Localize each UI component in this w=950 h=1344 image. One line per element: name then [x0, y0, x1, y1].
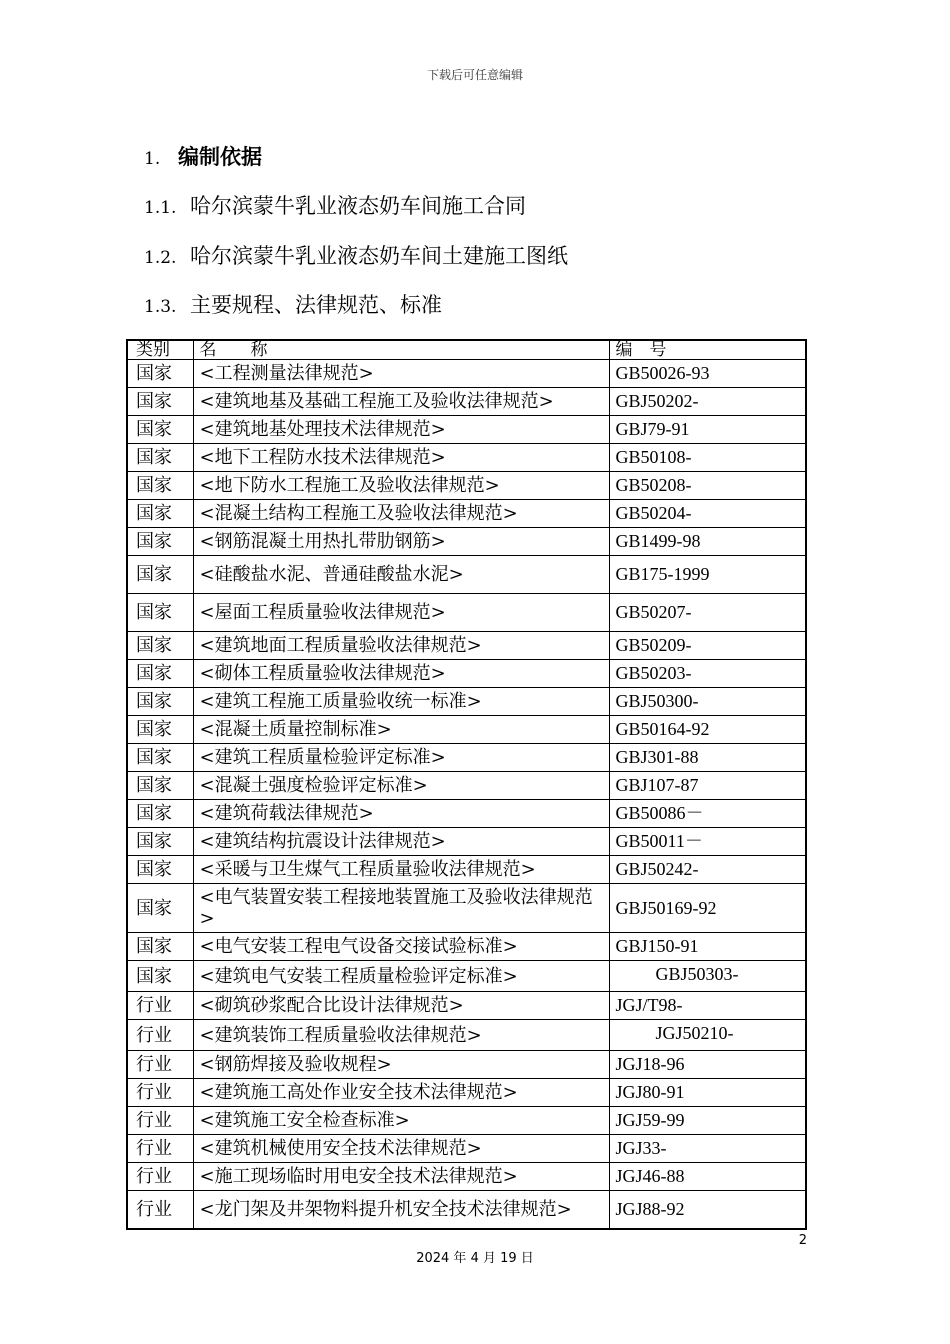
row-category: 国家 — [127, 828, 193, 856]
row-category: 国家 — [127, 594, 193, 632]
row-category: 国家 — [127, 388, 193, 416]
row-code: GBJ79-91 — [609, 416, 806, 444]
table-row — [127, 716, 806, 744]
subsection-number: 1.1. — [144, 198, 177, 218]
row-name: <建筑地基及基础工程施工及验收法律规范> — [193, 388, 609, 416]
table-row — [127, 884, 806, 933]
row-code: GB50209- — [609, 632, 806, 660]
subsection-heading — [144, 190, 526, 220]
subsection-title: 哈尔滨蒙牛乳业液态奶车间施工合同 — [190, 194, 526, 218]
table-row — [127, 800, 806, 828]
row-category: 国家 — [127, 660, 193, 688]
page-header: 下载后可任意编辑 — [426, 68, 523, 82]
row-code: JGJ46-88 — [609, 1163, 806, 1191]
row-code: GB50203- — [609, 660, 806, 688]
table-row — [127, 1191, 806, 1229]
table-row — [127, 856, 806, 884]
row-code: GB50208- — [609, 472, 806, 500]
table-row — [127, 1135, 806, 1163]
row-category: 国家 — [127, 961, 193, 992]
row-category: 行业 — [127, 1107, 193, 1135]
subsection-heading — [144, 240, 568, 270]
row-code: GB50204- — [609, 500, 806, 528]
row-code: JGJ59-99 — [609, 1107, 806, 1135]
row-name: <建筑工程质量检验评定标准> — [193, 744, 609, 772]
row-name: <地下防水工程施工及验收法律规范> — [193, 472, 609, 500]
row-name: <施工现场临时用电安全技术法律规范> — [193, 1163, 609, 1191]
subsection-number: 1.2. — [144, 248, 177, 268]
row-name: <采暖与卫生煤气工程质量验收法律规范> — [193, 856, 609, 884]
table-row — [127, 961, 806, 992]
table-row — [127, 500, 806, 528]
row-category: 国家 — [127, 360, 193, 388]
row-code: GB50011－ — [609, 828, 806, 856]
header-name: 名 称 — [193, 340, 609, 360]
row-category: 国家 — [127, 528, 193, 556]
row-category: 国家 — [127, 444, 193, 472]
row-name: <混凝土结构工程施工及验收法律规范> — [193, 500, 609, 528]
table-row — [127, 828, 806, 856]
section-heading — [144, 141, 262, 171]
row-category: 行业 — [127, 1020, 193, 1051]
subsection-heading — [144, 289, 442, 319]
row-code: GBJ301-88 — [609, 744, 806, 772]
header-category: 类别 — [127, 340, 193, 360]
table-row — [127, 992, 806, 1020]
table-row — [127, 1107, 806, 1135]
row-name: <工程测量法律规范> — [193, 360, 609, 388]
row-code: JGJ50210- — [609, 1020, 806, 1051]
row-category: 国家 — [127, 744, 193, 772]
page-number: 2 — [798, 1233, 807, 1248]
table-row — [127, 632, 806, 660]
row-name: <砌筑砂浆配合比设计法律规范> — [193, 992, 609, 1020]
row-code: JGJ18-96 — [609, 1051, 806, 1079]
row-name: <建筑结构抗震设计法律规范> — [193, 828, 609, 856]
row-code: GB175-1999 — [609, 556, 806, 594]
row-code: JGJ88-92 — [609, 1191, 806, 1229]
row-name: <建筑荷载法律规范> — [193, 800, 609, 828]
row-code: GB50207- — [609, 594, 806, 632]
row-name: <建筑机械使用安全技术法律规范> — [193, 1135, 609, 1163]
row-category: 行业 — [127, 1079, 193, 1107]
row-name: <建筑施工安全检查标准> — [193, 1107, 609, 1135]
row-category: 国家 — [127, 472, 193, 500]
row-name: <建筑地基处理技术法律规范> — [193, 416, 609, 444]
row-code: GBJ50202- — [609, 388, 806, 416]
table-row — [127, 416, 806, 444]
row-name: <建筑地面工程质量验收法律规范> — [193, 632, 609, 660]
row-code: GB1499-98 — [609, 528, 806, 556]
row-category: 国家 — [127, 416, 193, 444]
row-code: GBJ150-91 — [609, 933, 806, 961]
row-name: <建筑装饰工程质量验收法律规范> — [193, 1020, 609, 1051]
row-name: <电气装置安装工程接地装置施工及验收法律规范> — [193, 884, 609, 933]
row-name: <砌体工程质量验收法律规范> — [193, 660, 609, 688]
table-row — [127, 688, 806, 716]
row-category: 行业 — [127, 1051, 193, 1079]
table-row — [127, 1051, 806, 1079]
row-name: <龙门架及井架物料提升机安全技术法律规范> — [193, 1191, 609, 1229]
row-category: 国家 — [127, 688, 193, 716]
table-row — [127, 388, 806, 416]
table-row — [127, 556, 806, 594]
table-row — [127, 472, 806, 500]
row-name: <硅酸盐水泥、普通硅酸盐水泥> — [193, 556, 609, 594]
row-code: JGJ80-91 — [609, 1079, 806, 1107]
row-name: <混凝土强度检验评定标准> — [193, 772, 609, 800]
row-code: GBJ50169-92 — [609, 884, 806, 933]
row-code: GB50086－ — [609, 800, 806, 828]
row-category: 国家 — [127, 856, 193, 884]
row-name: <地下工程防水技术法律规范> — [193, 444, 609, 472]
row-category: 国家 — [127, 772, 193, 800]
section-number: 1. — [144, 149, 161, 169]
footer-date: 2024 年 4 月 19 日 — [416, 1251, 534, 1266]
row-category: 行业 — [127, 1163, 193, 1191]
row-category: 行业 — [127, 1135, 193, 1163]
table-row — [127, 772, 806, 800]
subsection-number: 1.3. — [144, 297, 177, 317]
table-row — [127, 744, 806, 772]
row-code: JGJ/T98- — [609, 992, 806, 1020]
section-title: 编制依据 — [178, 144, 262, 169]
row-category: 国家 — [127, 933, 193, 961]
table-header-row — [127, 340, 806, 360]
row-category: 国家 — [127, 556, 193, 594]
standards-table — [126, 339, 807, 1230]
row-name: <建筑施工高处作业安全技术法律规范> — [193, 1079, 609, 1107]
row-code: GBJ107-87 — [609, 772, 806, 800]
row-name: <建筑工程施工质量验收统一标准> — [193, 688, 609, 716]
row-code: GBJ50300- — [609, 688, 806, 716]
subsection-title: 哈尔滨蒙牛乳业液态奶车间土建施工图纸 — [190, 244, 568, 268]
table-row — [127, 660, 806, 688]
row-category: 国家 — [127, 716, 193, 744]
table-row — [127, 528, 806, 556]
row-code: GBJ50303- — [609, 961, 806, 992]
row-category: 行业 — [127, 1191, 193, 1229]
row-name: <电气安装工程电气设备交接试验标准> — [193, 933, 609, 961]
row-name: <屋面工程质量验收法律规范> — [193, 594, 609, 632]
subsection-title: 主要规程、法律规范、标准 — [190, 293, 442, 317]
row-category: 国家 — [127, 800, 193, 828]
table-row — [127, 360, 806, 388]
row-name: <钢筋混凝土用热扎带肋钢筋> — [193, 528, 609, 556]
row-name: <建筑电气安装工程质量检验评定标准> — [193, 961, 609, 992]
row-code: GBJ50242- — [609, 856, 806, 884]
row-category: 国家 — [127, 500, 193, 528]
row-category: 国家 — [127, 632, 193, 660]
table-row — [127, 444, 806, 472]
table-row — [127, 594, 806, 632]
row-code: JGJ33- — [609, 1135, 806, 1163]
row-code: GB50108- — [609, 444, 806, 472]
table-row — [127, 1079, 806, 1107]
row-code: GB50164-92 — [609, 716, 806, 744]
row-code: GB50026-93 — [609, 360, 806, 388]
header-code: 编 号 — [609, 340, 806, 360]
table-row — [127, 933, 806, 961]
row-name: <混凝土质量控制标准> — [193, 716, 609, 744]
row-category: 行业 — [127, 992, 193, 1020]
table-row — [127, 1020, 806, 1051]
row-name: <钢筋焊接及验收规程> — [193, 1051, 609, 1079]
row-category: 国家 — [127, 884, 193, 933]
table-row — [127, 1163, 806, 1191]
